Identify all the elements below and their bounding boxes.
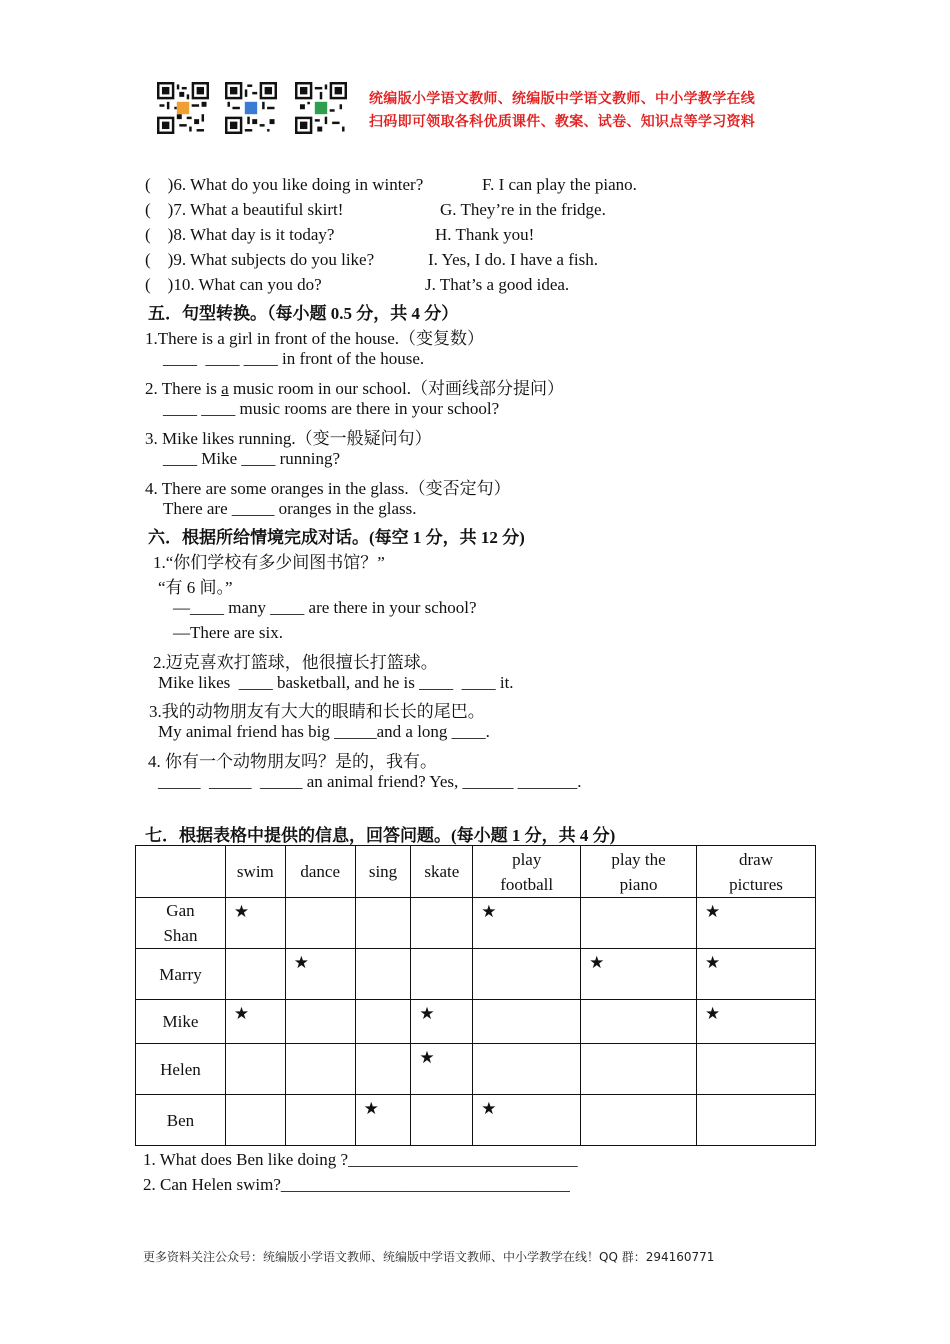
star-cell bbox=[411, 949, 473, 1000]
row-name: Ben bbox=[136, 1095, 226, 1146]
s6-line-5: 2.迈克喜欢打篮球，他很擅长打篮球。 bbox=[153, 653, 438, 672]
star-cell bbox=[411, 1095, 473, 1146]
star-mark: ★ bbox=[696, 949, 815, 1000]
table-row bbox=[136, 1000, 816, 1044]
header-cell: dance bbox=[285, 846, 355, 898]
s5-q4: 4. There are some oranges in the glass.（变否定句） bbox=[145, 479, 511, 498]
star-cell bbox=[225, 949, 285, 1000]
star-mark: ★ bbox=[355, 1095, 411, 1146]
s5-q2-answer: ____ ____ music rooms are there in your school? bbox=[163, 399, 500, 418]
match-question-10: ( )10. What can you do? bbox=[145, 275, 322, 294]
match-question-7: ( )7. What a beautiful skirt! bbox=[145, 200, 344, 219]
row-name: Gan Shan bbox=[136, 898, 226, 949]
s7-q1: 1. What does Ben like doing ?___________________________ bbox=[143, 1150, 578, 1169]
s5-q1-answer: ____ ____ ____ in front of the house. bbox=[163, 349, 425, 368]
s5-q4-answer: There are _____ oranges in the glass. bbox=[163, 499, 417, 518]
header-cell: swim bbox=[225, 846, 285, 898]
s7-q2: 2. Can Helen swim?__________________________________ bbox=[143, 1175, 570, 1194]
star-cell bbox=[581, 898, 697, 949]
s6-line-7: 3.我的动物朋友有大大的眼睛和长长的尾巴。 bbox=[149, 702, 485, 721]
match-answer-f: F. I can play the piano. bbox=[482, 175, 637, 194]
star-mark: ★ bbox=[696, 898, 815, 949]
star-mark: ★ bbox=[581, 949, 697, 1000]
match-question-6: ( )6. What do you like doing in winter? bbox=[145, 175, 424, 194]
star-cell bbox=[285, 1044, 355, 1095]
s5-q3-answer: ____ Mike ____ running? bbox=[163, 449, 341, 468]
match-answer-i: I. Yes, I do. I have a fish. bbox=[428, 250, 598, 269]
star-cell bbox=[473, 1000, 581, 1044]
row-name: Helen bbox=[136, 1044, 226, 1095]
section6-title: 六．根据所给情境完成对话。(每空 1 分，共 12 分) bbox=[148, 528, 525, 547]
header-cell: play the piano bbox=[581, 846, 697, 898]
match-answer-h: H. Thank you! bbox=[435, 225, 535, 244]
star-cell bbox=[581, 1000, 697, 1044]
star-cell bbox=[696, 1044, 815, 1095]
star-cell bbox=[225, 1095, 285, 1146]
star-cell bbox=[473, 949, 581, 1000]
star-cell bbox=[473, 1044, 581, 1095]
star-cell bbox=[285, 1095, 355, 1146]
s6-line-3: —____ many ____ are there in your school? bbox=[173, 598, 477, 617]
table-row bbox=[136, 898, 816, 949]
star-cell bbox=[581, 1044, 697, 1095]
star-cell bbox=[696, 1095, 815, 1146]
match-question-9: ( )9. What subjects do you like? bbox=[145, 250, 375, 269]
table-row bbox=[136, 949, 816, 1000]
header-cell: skate bbox=[411, 846, 473, 898]
qr-code-3 bbox=[295, 82, 347, 134]
table-header-row bbox=[136, 846, 816, 898]
header-cell: sing bbox=[355, 846, 411, 898]
star-mark: ★ bbox=[473, 898, 581, 949]
s6-line-6: Mike likes ____ basketball, and he is ____ ____ it. bbox=[158, 673, 514, 692]
star-cell bbox=[355, 898, 411, 949]
header-banner-line1: 统编版小学语文教师、统编版中学语文教师、中小学教学在线 bbox=[369, 91, 756, 107]
section7-title: 七．根据表格中提供的信息，回答问题。(每小题 1 分，共 4 分) bbox=[145, 826, 616, 845]
star-cell bbox=[355, 1044, 411, 1095]
star-mark: ★ bbox=[225, 898, 285, 949]
header-banner-line2: 扫码即可领取各科优质课件、教案、试卷、知识点等学习资料 bbox=[369, 114, 756, 130]
star-mark: ★ bbox=[285, 949, 355, 1000]
star-cell bbox=[581, 1095, 697, 1146]
header-cell: draw pictures bbox=[696, 846, 815, 898]
star-cell bbox=[285, 1000, 355, 1044]
s5-q2: 2. There is a music room in our school.（对画线部分提问） bbox=[145, 379, 564, 398]
table-row bbox=[136, 1095, 816, 1146]
match-answer-g: G. They’re in the fridge. bbox=[440, 200, 606, 219]
row-name: Marry bbox=[136, 949, 226, 1000]
qr-code-2 bbox=[225, 82, 277, 134]
star-mark: ★ bbox=[411, 1044, 473, 1095]
match-question-8: ( )8. What day is it today? bbox=[145, 225, 335, 244]
star-cell bbox=[355, 1000, 411, 1044]
row-name: Mike bbox=[136, 1000, 226, 1044]
star-cell bbox=[225, 1044, 285, 1095]
footer-note: 更多资料关注公众号：统编版小学语文教师、统编版中学语文教师、中小学教学在线！QQ 群：294160771 bbox=[143, 1250, 715, 1264]
hobby-table bbox=[135, 845, 816, 1146]
star-mark: ★ bbox=[411, 1000, 473, 1044]
star-cell bbox=[285, 898, 355, 949]
star-cell bbox=[411, 898, 473, 949]
star-cell bbox=[355, 949, 411, 1000]
s6-line-1: 1.“你们学校有多少间图书馆？” bbox=[153, 553, 385, 572]
qr-code-1 bbox=[157, 82, 209, 134]
star-mark: ★ bbox=[225, 1000, 285, 1044]
star-mark: ★ bbox=[696, 1000, 815, 1044]
s5-q1: 1.There is a girl in front of the house.（变复数） bbox=[145, 329, 484, 348]
header-cell: play football bbox=[473, 846, 581, 898]
header-cell-empty bbox=[136, 846, 226, 898]
table-row bbox=[136, 1044, 816, 1095]
s6-line-2: “有 6 间。” bbox=[158, 578, 233, 597]
star-mark: ★ bbox=[473, 1095, 581, 1146]
s6-line-8: My animal friend has big _____and a long ____. bbox=[158, 722, 490, 741]
s6-line-10: _____ _____ _____ an animal friend? Yes, ______ _______. bbox=[158, 772, 582, 791]
s6-line-4: —There are six. bbox=[173, 623, 283, 642]
match-answer-j: J. That’s a good idea. bbox=[425, 275, 570, 294]
section5-title: 五．句型转换。（每小题 0.5 分，共 4 分） bbox=[148, 304, 459, 323]
s6-line-9: 4. 你有一个动物朋友吗？是的，我有。 bbox=[148, 752, 437, 771]
s5-q3: 3. Mike likes running.（变一般疑问句） bbox=[145, 429, 432, 448]
